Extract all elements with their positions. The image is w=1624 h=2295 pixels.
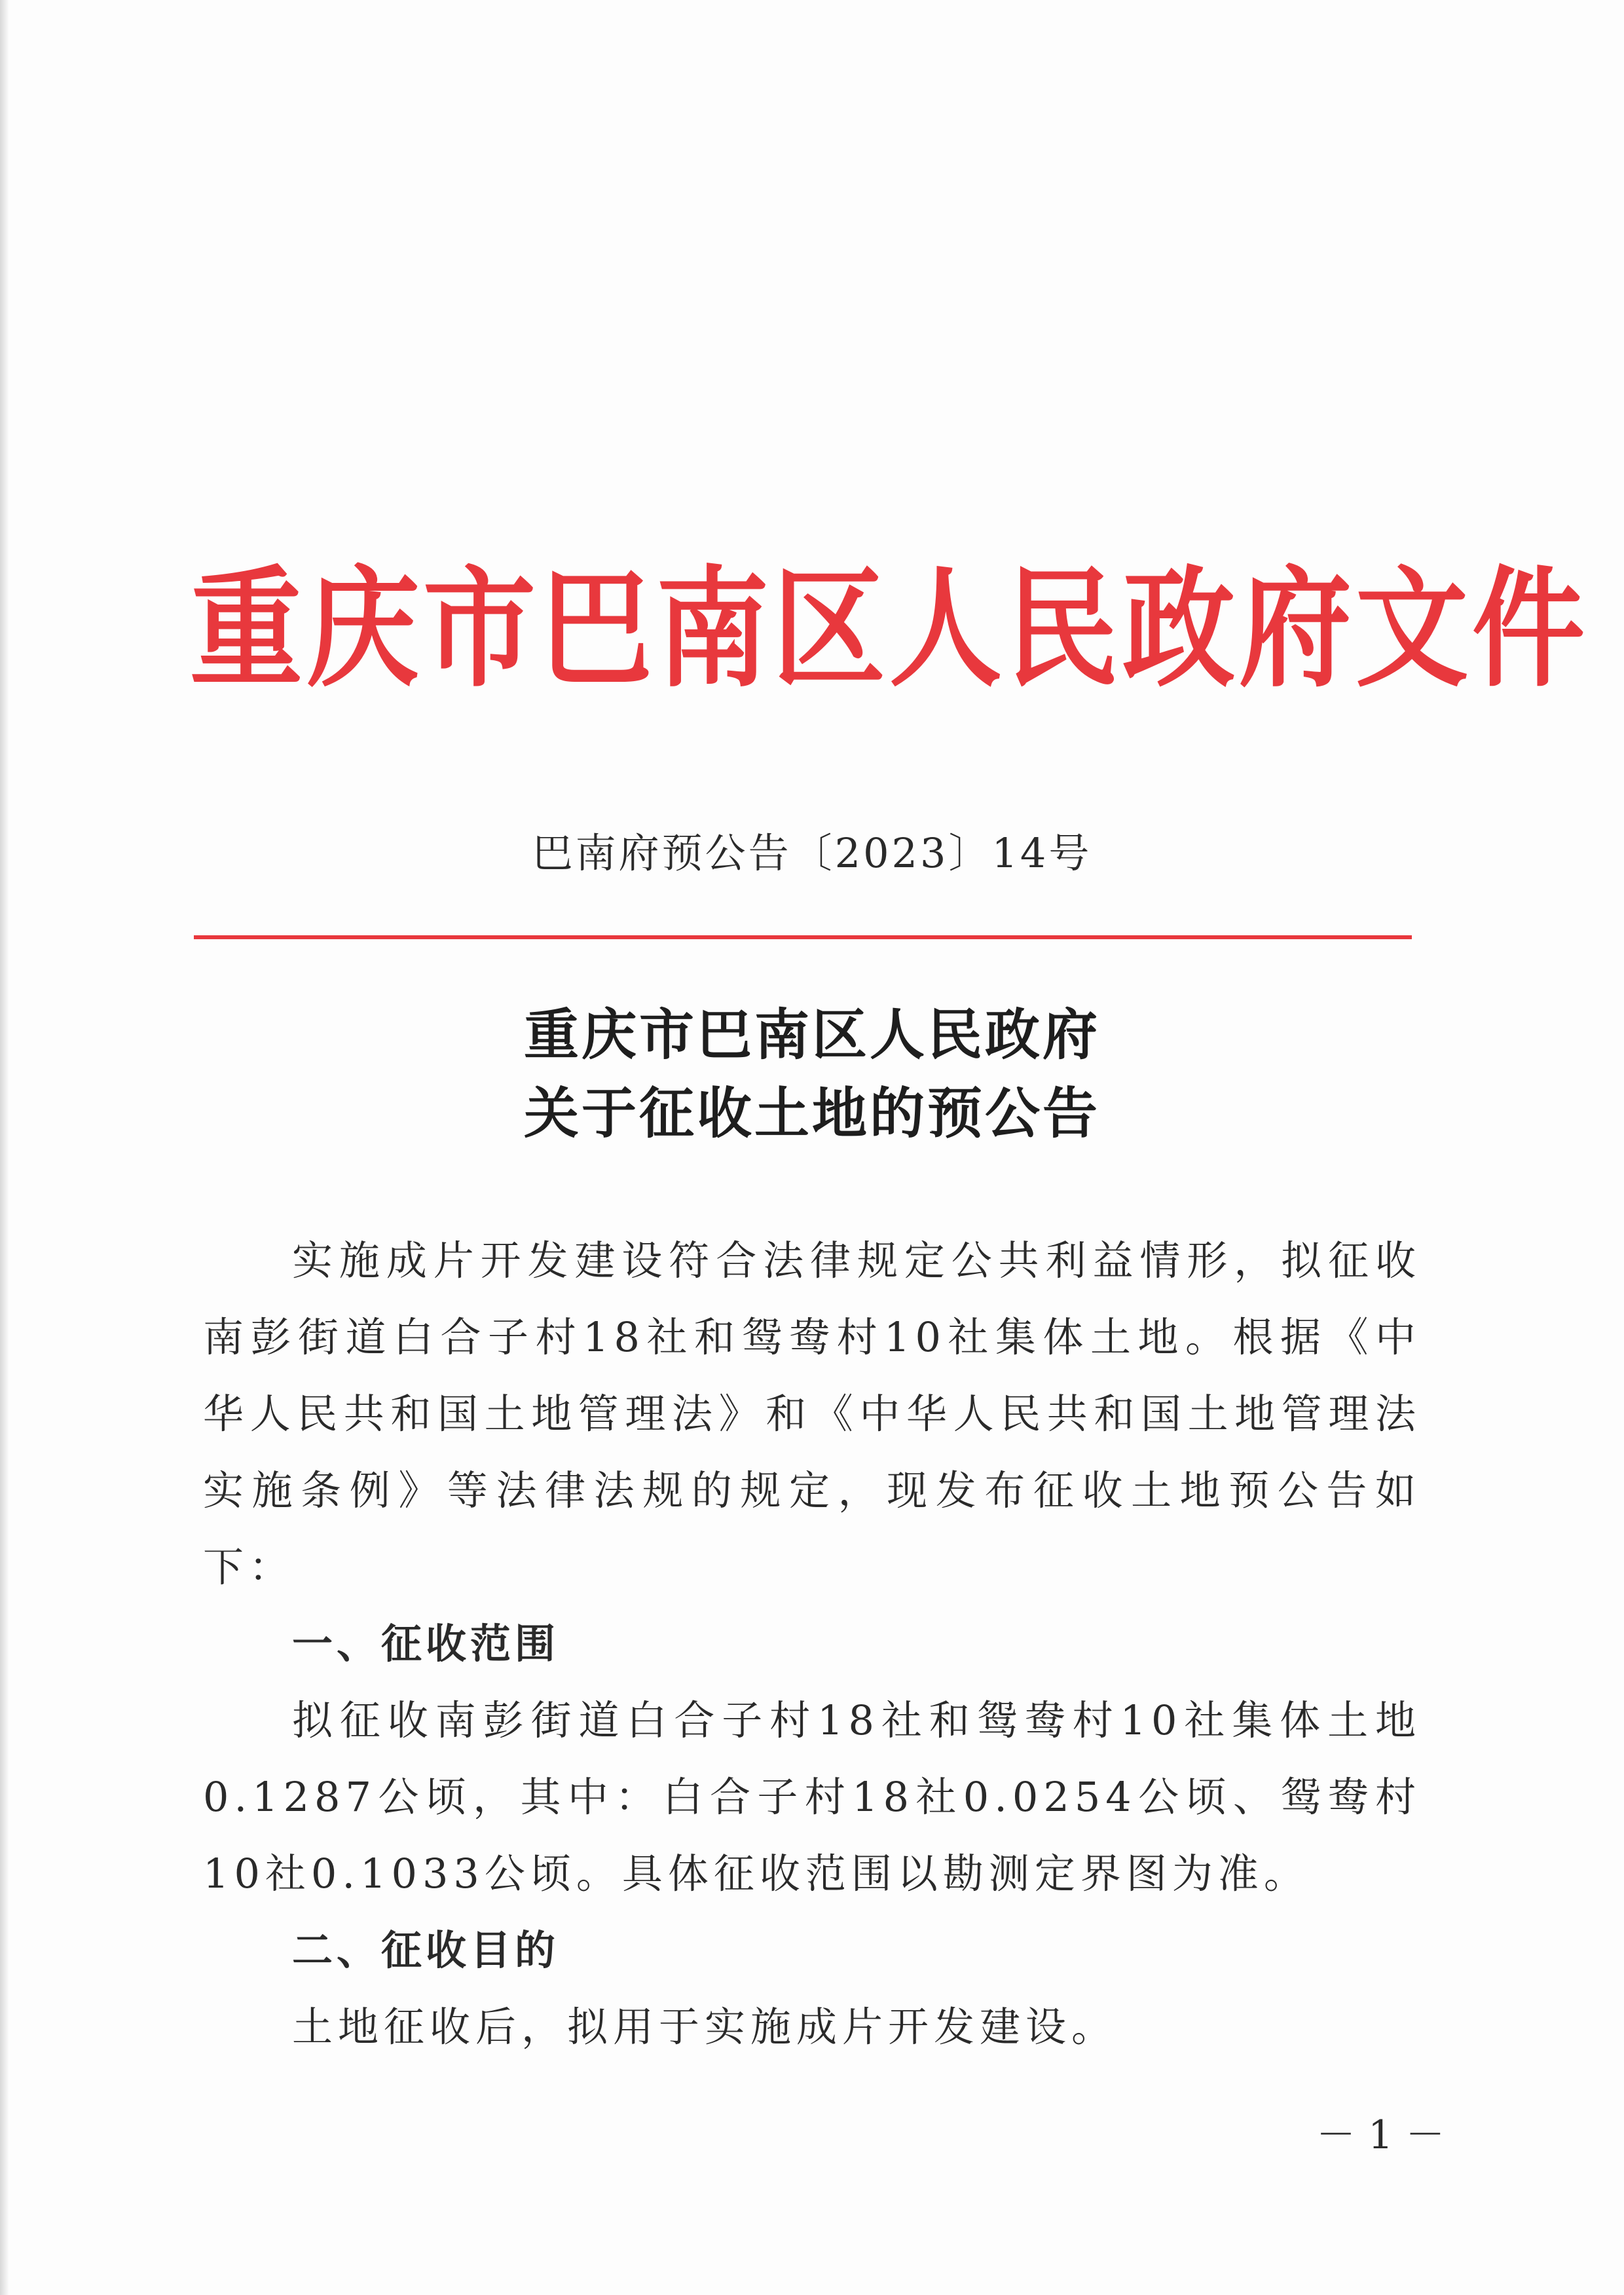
document-number: 巴南府预公告〔2023〕14号 xyxy=(532,829,1092,877)
intro-paragraph: 实施成片开发建设符合法律规定公共利益情形，拟征收南彭街道白合子村18社和鸳鸯村10社集体土地。根据《中华人民共和国土地管理法》和《中华人民共和国土地管理法实施条例》等法律法规的规定，现发布征收土地预公告如下： xyxy=(203,1237,1421,1591)
section-1-paragraph: 拟征收南彭街道白合子村18社和鸳鸯村10社集体土地0.1287公顷，其中：白合子村18社0.0254公顷、鸳鸯村10社0.1033公顷。具体征收范围以勘测定界图为准。 xyxy=(203,1696,1421,1897)
scan-edge-shadow xyxy=(0,0,9,2295)
notice-title-line-2: 关于征收土地的预公告 xyxy=(523,1081,1100,1146)
section-2-heading: 二、征收目的 xyxy=(292,1926,560,1974)
notice-title xyxy=(190,996,1434,1153)
red-divider-line xyxy=(194,935,1412,939)
notice-title-line-1: 重庆市巴南区人民政府 xyxy=(523,1002,1100,1067)
masthead-title: 重庆市巴南区人民政府文件 xyxy=(190,551,1589,705)
section-1-heading: 一、征收范围 xyxy=(292,1620,560,1668)
notice-body xyxy=(203,1222,1421,2065)
section-2-paragraph: 土地征收后，拟用于实施成片开发建设。 xyxy=(292,2003,1118,2051)
page-number: － 1 － xyxy=(1316,2112,1445,2158)
